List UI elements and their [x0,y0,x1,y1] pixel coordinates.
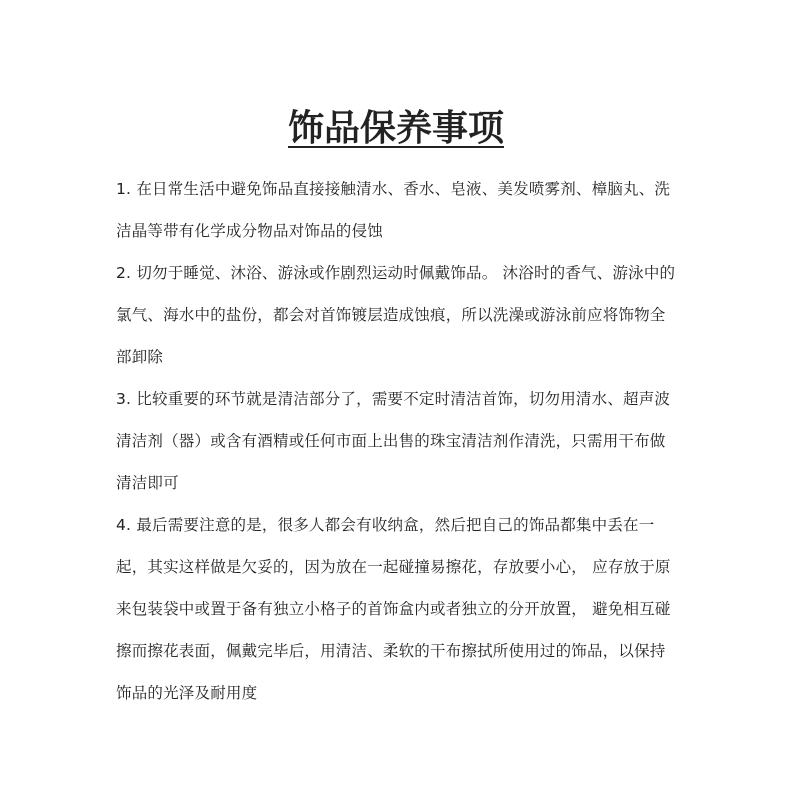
care-tip-4: 4. 最后需要注意的是，很多人都会有收纳盒，然后把自己的饰品都集中丢在一起，其实这样做是欠妥的，因为放在一起碰撞易擦花，存放要小心， 应存放于原来包装袋中或置于备有独立小格子的首饰盒内或者独立的分开放置， 避免相互碰擦而擦花表面，佩戴完毕后，用清洁、柔软的干布擦拭所使用过的饰品，以保持饰品的光泽及耐用度 [116,516,671,702]
document-body [116,100,676,714]
care-tip-1: 1. 在日常生活中避免饰品直接接触清水、香水、皂液、美发喷雾剂、樟脑丸、洗洁晶等带有化学成分物品对饰品的侵蚀 [116,180,671,240]
care-tip-2: 2. 切勿于睡觉、沐浴、游泳或作剧烈运动时佩戴饰品。 沐浴时的香气、游泳中的氯气、海水中的盐份，都会对首饰镀层造成蚀痕，所以洗澡或游泳前应将饰物全部卸除 [116,264,676,366]
page-title [116,100,676,156]
page-title-text: 饰品保养事项 [287,107,504,149]
care-tip-3: 3. 比较重要的环节就是清洁部分了，需要不定时清洁首饰，切勿用清水、超声波清洁剂（器）或含有酒精或任何市面上出售的珠宝清洁剂作清洗，只需用干布做清洁即可 [116,390,671,492]
